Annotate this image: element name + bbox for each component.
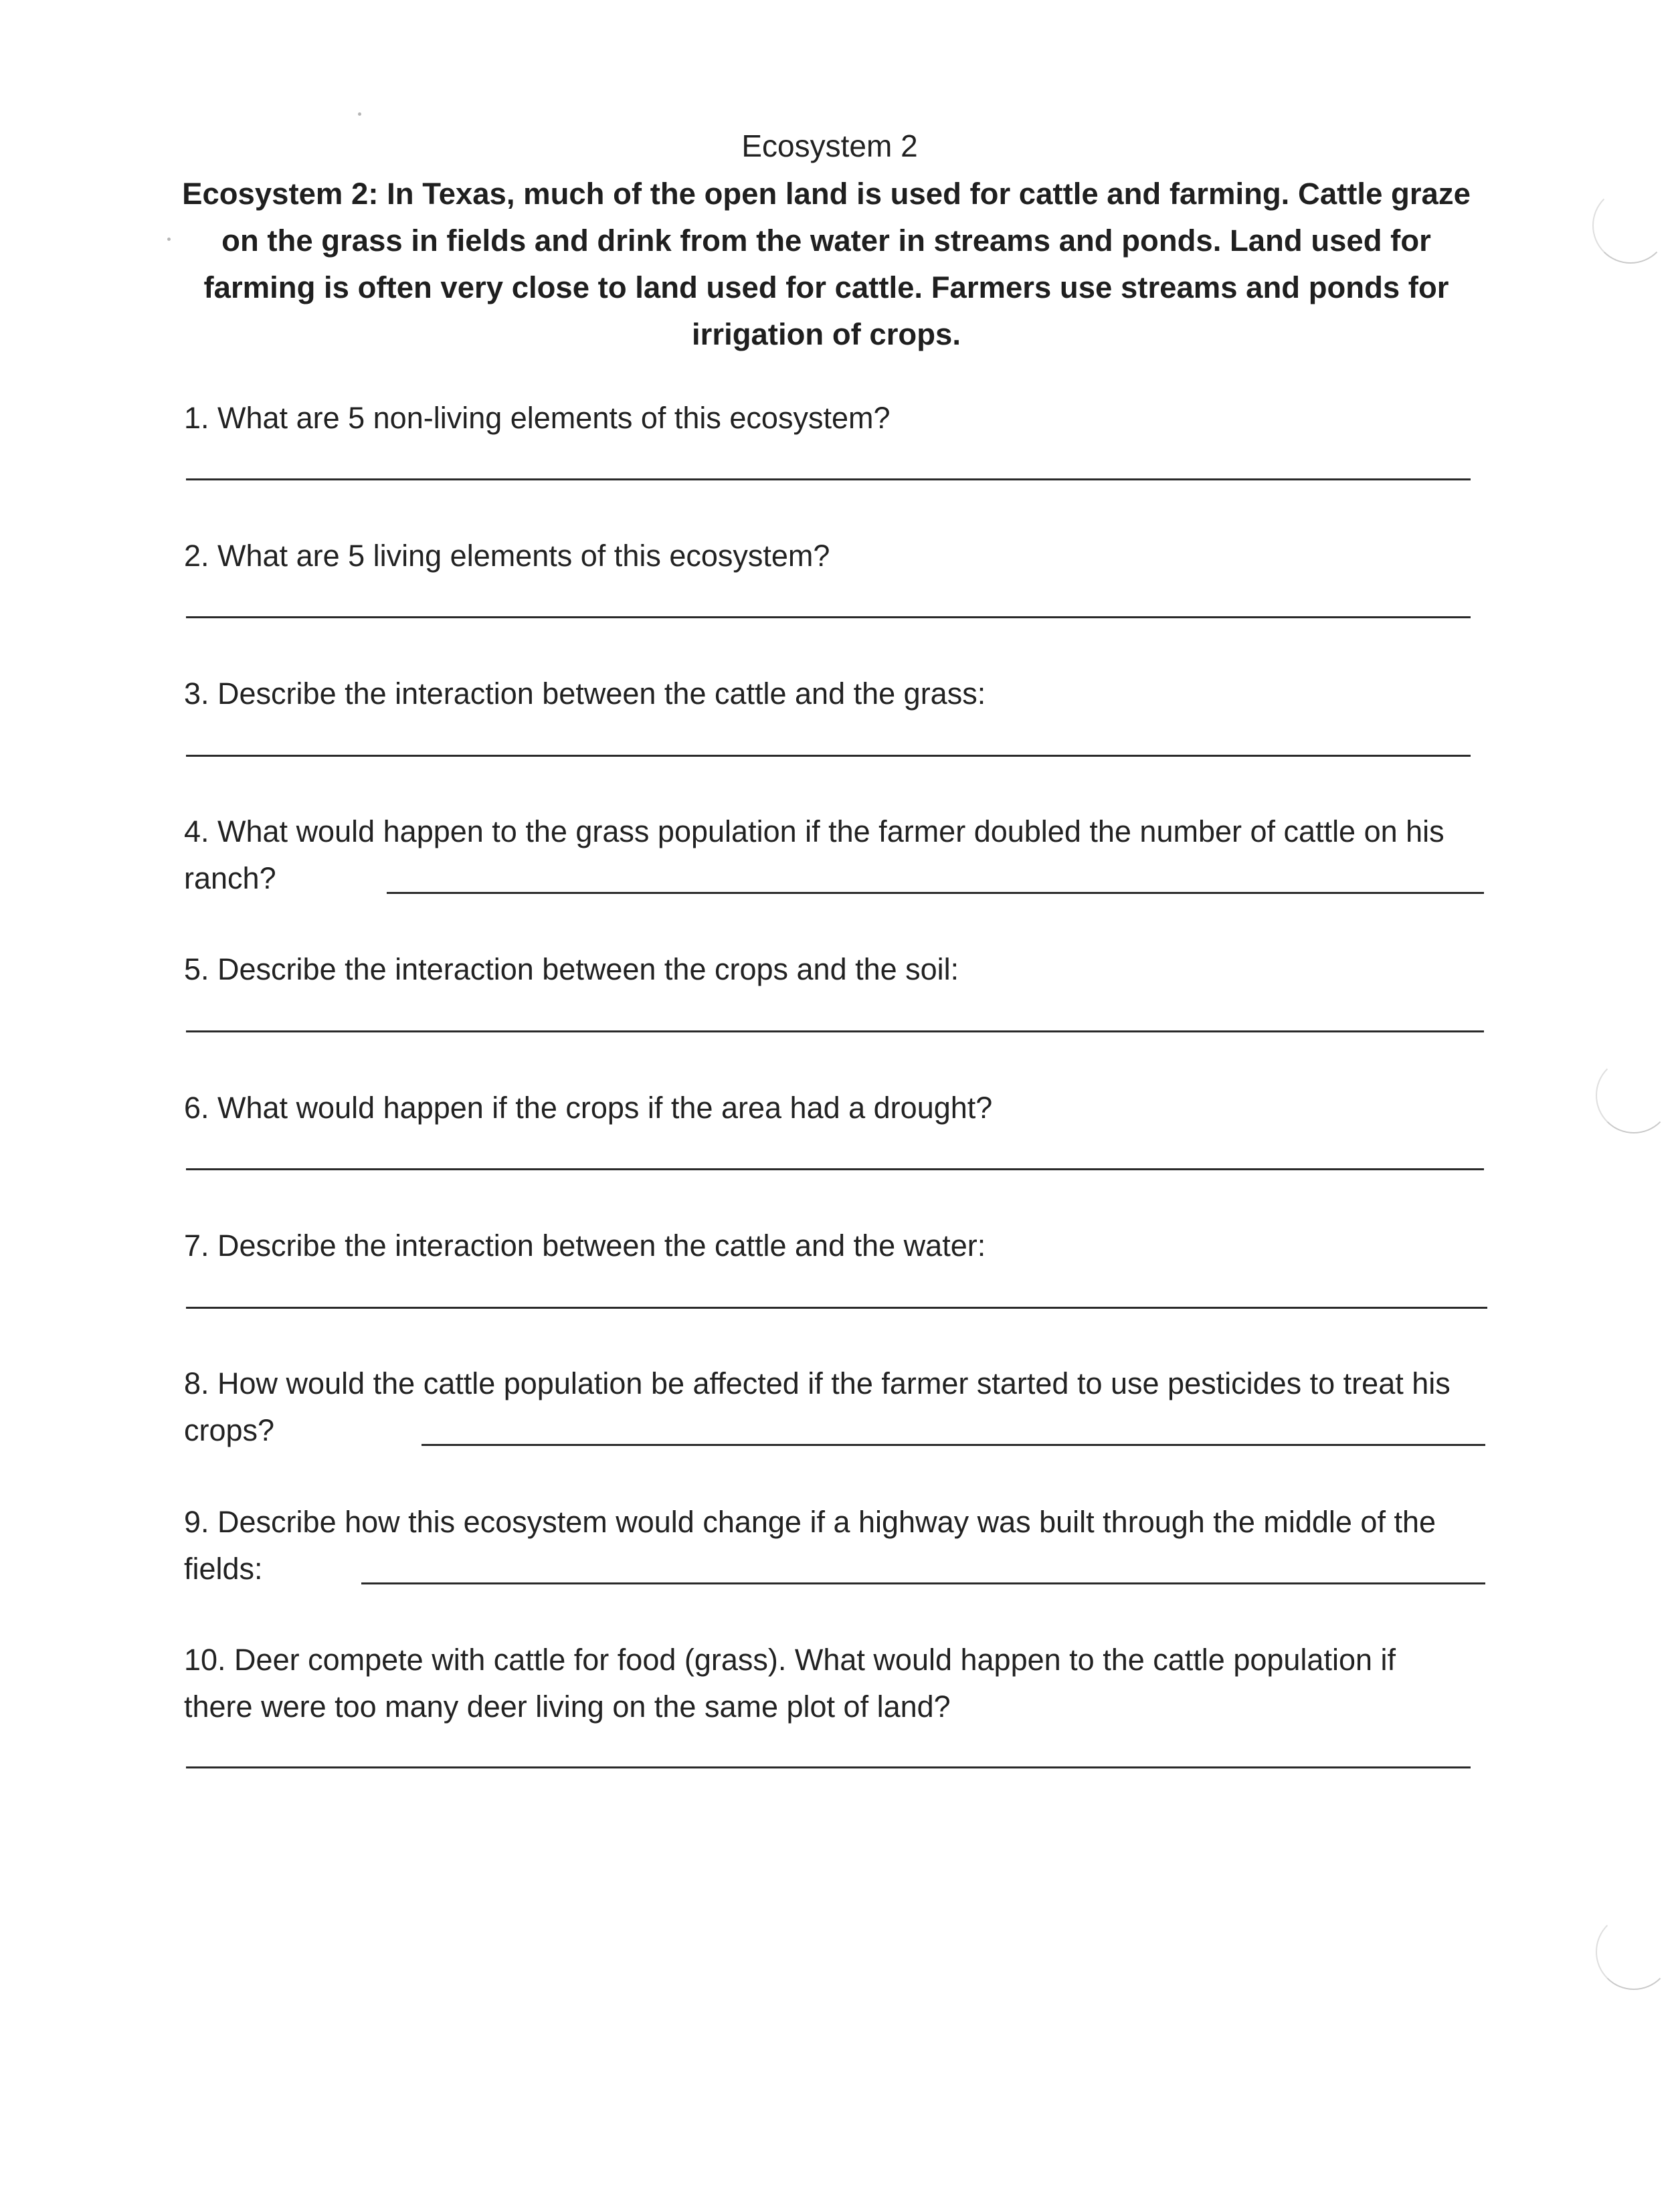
question-7: 7. Describe the interaction between the cattle and the water: [184, 1228, 986, 1263]
answer-line-10[interactable] [186, 1766, 1471, 1768]
answer-line-4[interactable] [387, 892, 1484, 894]
question-5: 5. Describe the interaction between the crops and the soil: [184, 952, 959, 986]
answer-line-6[interactable] [186, 1168, 1484, 1170]
question-9: 9. Describe how this ecosystem would change if a highway was built through the middle of the fields: [184, 1505, 1436, 1586]
question-2: 2. What are 5 living elements of this ecosystem? [184, 539, 830, 573]
answer-line-1[interactable] [186, 478, 1471, 480]
worksheet-title: Ecosystem 2 [741, 128, 918, 163]
answer-line-3[interactable] [186, 755, 1471, 757]
question-8: 8. How would the cattle population be affected if the farmer started to use pesticides to treat his crops? [184, 1366, 1451, 1447]
answer-line-8[interactable] [422, 1444, 1485, 1446]
question-10: 10. Deer compete with cattle for food (grass). What would happen to the cattle population if there were too many deer living on the same plot of land? [184, 1643, 1396, 1724]
hole-punch-mark [1596, 1057, 1672, 1133]
scan-speck [358, 112, 361, 116]
answer-line-2[interactable] [186, 616, 1471, 618]
question-6: 6. What would happen if the crops if the area had a drought? [184, 1091, 993, 1125]
ecosystem-description: Ecosystem 2: In Texas, much of the open land is used for cattle and farming. Cattle graze on the grass in fields and drink from the water in streams and ponds. Land used for farming is often very close to land used for cattle. Farmers use streams and ponds for irrigation of crops. [182, 177, 1471, 351]
question-1: 1. What are 5 non-living elements of this ecosystem? [184, 401, 891, 435]
hole-punch-mark [1592, 187, 1669, 264]
answer-line-9[interactable] [361, 1582, 1485, 1584]
question-4: 4. What would happen to the grass population if the farmer doubled the number of cattle on his ranch? [184, 814, 1444, 895]
hole-punch-mark [1596, 1914, 1672, 1990]
answer-line-7[interactable] [186, 1307, 1487, 1309]
answer-line-5[interactable] [186, 1030, 1484, 1032]
question-3: 3. Describe the interaction between the cattle and the grass: [184, 676, 986, 711]
